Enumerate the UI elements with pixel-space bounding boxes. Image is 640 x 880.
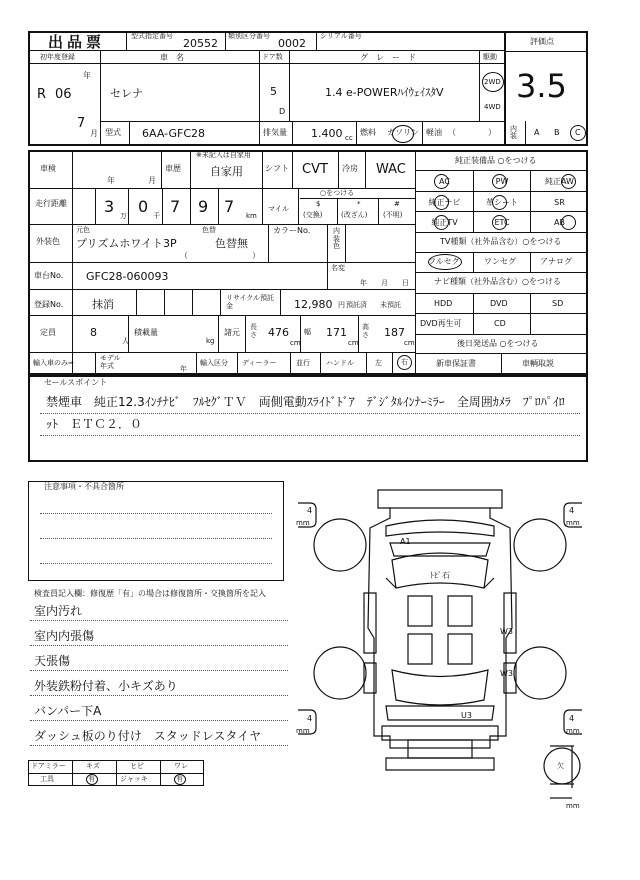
navi-dvd-play: DVD再生可: [420, 319, 462, 328]
hei-unit: cm: [404, 339, 415, 347]
reg-label: 登録No.: [34, 300, 64, 309]
doc-manual: 車輌取説: [522, 359, 554, 368]
tire-rl: 4: [307, 714, 313, 723]
inspector-label: 検査員記入欄：修復歴「有」の場合は修復箇所・交換箇所を記入: [34, 589, 266, 598]
doors-sub: D: [279, 107, 286, 116]
capacity-label: 定員: [40, 328, 56, 337]
first-reg-month: 7: [77, 116, 86, 131]
paint-label: 色替: [202, 226, 216, 234]
interior-color-label: 内装色: [333, 227, 340, 251]
disp-label: 排気量: [263, 128, 287, 137]
mileage-unit-km: km: [246, 212, 257, 220]
note-line: 外装鉄粉付着、小キズあり: [34, 679, 178, 693]
legend-jack: ジャッキ: [120, 775, 148, 783]
wid-value: 171: [326, 326, 347, 339]
recycle-unit: 円: [338, 301, 345, 309]
modify-label: (改ざん): [341, 211, 368, 219]
option-6: [416, 211, 473, 232]
option-label: PW: [495, 177, 509, 186]
mileage-d2: 0: [138, 197, 149, 216]
orig-color-label: 元色: [76, 226, 90, 234]
shift-value: CVT: [302, 162, 328, 177]
option-3: [416, 191, 473, 212]
legend-scratch: キズ: [86, 762, 100, 770]
color-label: 外装色: [36, 237, 60, 246]
sales-line2: ｯﾄ ＥＴＣ２．０: [46, 417, 143, 431]
mark-a1: A1: [400, 537, 411, 546]
recycle-value: 12,980: [294, 298, 333, 311]
unknown-label: (不明): [383, 211, 403, 219]
tire-rr-unit: mm: [566, 727, 580, 735]
option-label: 革シート: [486, 198, 518, 207]
hei-label: 高さ: [362, 323, 369, 339]
option-1: [473, 171, 530, 192]
color-code-label: カラーNo.: [273, 226, 311, 235]
tool-have: 有: [88, 775, 95, 783]
history-value: 自家用: [210, 165, 243, 178]
note-line: 天張傷: [34, 654, 71, 668]
month-unit: 月: [90, 129, 98, 138]
dims-label: 諸元: [224, 328, 240, 337]
legend-break: ワレ: [174, 762, 188, 770]
serial-label: シリアル番号: [320, 32, 362, 40]
option-0: [416, 171, 473, 192]
sales-line1: 禁煙車 純正12.3ｲﾝﾁﾅﾋﾞ ﾌﾙｾｸﾞＴＶ 両側電動ｽﾗｲﾄﾞﾄﾞｱ ﾃﾞｼﾞﾀﾙｲﾝﾅｰﾐﾗｰ 全周囲ｶﾒﾗ ﾌﾟﾛﾊﾟｲﾛ: [46, 395, 565, 409]
rename-date: 年 月 日: [360, 279, 409, 287]
exchange-label: (交換): [303, 211, 323, 219]
orig-color: プリズムホワイト3P: [76, 237, 177, 250]
model-no-label: 型式指定番号: [131, 32, 173, 40]
mileage-d3: 7: [170, 197, 181, 216]
hei-value: 187: [384, 326, 405, 339]
load-unit: kg: [206, 337, 215, 345]
class-no-label: 類別区分番号: [228, 32, 270, 40]
mileage-label: 走行距離: [35, 199, 67, 208]
first-reg-year: 06: [55, 87, 72, 102]
interior-c: C: [575, 128, 581, 137]
first-reg-label: 初年度登録: [40, 53, 75, 61]
import-class-label: 輸入区分: [200, 359, 228, 367]
option-label: 純正TV: [431, 218, 458, 227]
mileage-d5: 7: [224, 197, 235, 216]
ac-label: 冷房: [342, 164, 358, 173]
history-note: ※未記入は自家用: [196, 151, 251, 159]
sales-label: セールスポイント: [44, 378, 108, 387]
disp-value: 1.400: [311, 127, 343, 140]
mileage-d4: 9: [198, 197, 209, 216]
grade-label: グ レ ー ド: [360, 53, 416, 62]
paint-paren: （ ）: [180, 251, 260, 260]
len-value: 476: [268, 326, 289, 339]
recycle-deposit: 預託済: [346, 301, 367, 309]
car-diagram: [290, 478, 590, 808]
inspect-label: 車検: [40, 164, 56, 173]
doors-label: ドア数: [262, 53, 283, 61]
era: R: [37, 87, 47, 102]
drive-4wd: 4WD: [484, 103, 501, 111]
fuel-other: （ ）: [448, 128, 496, 137]
disp-unit: cc: [345, 134, 353, 142]
grade-value: 1.4 e-POWERﾊｲｳｪｲｽﾀV: [325, 86, 444, 99]
import-label: 輸入車のみ⇒: [33, 359, 74, 367]
unknown-mark: #: [394, 200, 400, 208]
navi-dvd: DVD: [490, 299, 508, 308]
spare-value: 欠: [557, 762, 564, 770]
navi-sd: SD: [552, 299, 564, 308]
tire-fl-unit: mm: [296, 519, 310, 527]
docs-label: 後日発送品 ○をつける: [457, 339, 539, 348]
legend-crack: ヒビ: [130, 762, 144, 770]
fuel-gas: ガソリン: [387, 128, 419, 137]
score-value: 3.5: [516, 67, 567, 105]
drive-label: 駆動: [483, 53, 497, 61]
tv-analog: アナログ: [540, 257, 572, 266]
load-label: 積載量: [134, 328, 158, 337]
navi-label: ナビ種類（社外品含む）○をつける: [434, 277, 561, 286]
mileage-unit-man: 万: [120, 212, 127, 220]
rename-label: 名変: [331, 264, 345, 272]
note-line: 室内内張傷: [34, 629, 95, 643]
reg-value: 抹消: [92, 298, 114, 311]
mark-u3: U3: [461, 711, 472, 720]
option-8: [530, 211, 588, 232]
option-label: AB: [554, 218, 565, 227]
navi-hdd: HDD: [434, 299, 453, 308]
model-year-label: モデル年式: [100, 354, 121, 370]
option-5: [530, 191, 588, 212]
shift-label: シフト: [265, 164, 289, 173]
option-label: 純正AW: [545, 177, 574, 186]
import-parallel: 並行: [296, 359, 310, 367]
capacity-value: 8: [90, 326, 97, 339]
form-title: 出品票: [48, 33, 106, 51]
history-label: 車歴: [165, 164, 181, 173]
note-line: バンパー下A: [34, 704, 102, 718]
tv-fullseg: フルセグ: [428, 257, 460, 266]
model-year-unit: 年: [180, 365, 187, 373]
chassis-value: GFC28-060093: [86, 270, 169, 283]
recycle-unpaid: 未預託: [380, 301, 401, 309]
option-7: [473, 211, 530, 232]
option-label: 純正ナビ: [428, 198, 461, 207]
legend-door-mirror: ドアミラー: [31, 762, 66, 770]
mileage-mile: マイル: [268, 205, 289, 213]
class-no: 0002: [278, 37, 306, 50]
option-label: SR: [554, 198, 565, 207]
type-label: 型式: [105, 128, 121, 137]
handle-left: 左: [375, 359, 382, 367]
modify-mark: *: [357, 200, 361, 208]
tire-rr: 4: [569, 714, 575, 723]
exchange-mark: $: [316, 200, 321, 208]
option-label: AC: [439, 177, 450, 186]
paint-value: 色替無: [215, 237, 248, 250]
tire-fl: 4: [307, 506, 313, 515]
mark-w3-b: W3: [500, 669, 513, 678]
tire-fr-unit: mm: [566, 519, 580, 527]
mileage-unit-sen: 千: [153, 212, 160, 220]
inspect-year-unit: 年: [107, 176, 115, 185]
tire-rl-unit: mm: [296, 727, 310, 735]
wid-unit: cm: [348, 339, 359, 347]
mark-w3-a: W3: [500, 627, 513, 636]
car-name: セレナ: [110, 87, 143, 100]
import-dealer: ディーラー: [242, 359, 277, 367]
mileage-circle-label: ○をつける: [320, 189, 355, 197]
year-unit: 年: [83, 71, 91, 80]
interior-a: A: [534, 128, 540, 137]
chassis-label: 車台No.: [34, 271, 64, 280]
inspect-month-unit: 月: [148, 176, 156, 185]
option-2: [530, 171, 588, 192]
spare-unit: mm: [566, 802, 580, 810]
type-value: 6AA-GFC28: [142, 127, 206, 140]
handle-right: 右: [401, 358, 408, 366]
doors-value: 5: [270, 85, 277, 98]
option-4: [473, 191, 530, 212]
tv-label: TV種類（社外品含む）○をつける: [440, 237, 562, 246]
tv-oneseg: ワンセグ: [484, 257, 516, 266]
option-label: ETC: [494, 218, 510, 227]
interior-label: 内装: [510, 125, 517, 140]
note-line: ダッシュ板のり付け スタッドレスタイヤ: [34, 729, 262, 743]
legend-tool: 工具: [40, 775, 54, 783]
jack-have: 有: [176, 775, 183, 783]
model-no: 20552: [183, 37, 218, 50]
mileage-d1: 3: [104, 197, 115, 216]
len-unit: cm: [290, 339, 301, 347]
recycle-label: リサイクル預託金: [226, 294, 275, 311]
notes-label: 注意事項・不具合箇所: [44, 482, 124, 491]
handle-label: ハンドル: [326, 359, 354, 367]
score-label: 評価点: [530, 37, 554, 46]
drive-2wd: 2WD: [484, 78, 501, 86]
mark-topi: ﾄﾋﾟ石: [430, 571, 450, 580]
ac-value: WAC: [376, 162, 406, 177]
fuel-diesel: 軽油: [426, 128, 442, 137]
notes-box: [28, 481, 284, 581]
capacity-unit: 人: [122, 337, 129, 345]
navi-cd: CD: [494, 319, 506, 328]
wid-label: 幅: [304, 328, 311, 336]
interior-b: B: [554, 128, 560, 137]
doc-warranty: 新車保証書: [436, 359, 476, 368]
note-line: 室内汚れ: [34, 604, 83, 618]
fuel-label: 燃料: [360, 128, 376, 137]
tire-fr: 4: [569, 506, 575, 515]
car-name-label: 車 名: [160, 53, 184, 62]
len-label: 長さ: [250, 323, 257, 339]
genuine-label: 純正装備品 ○をつける: [455, 156, 537, 165]
